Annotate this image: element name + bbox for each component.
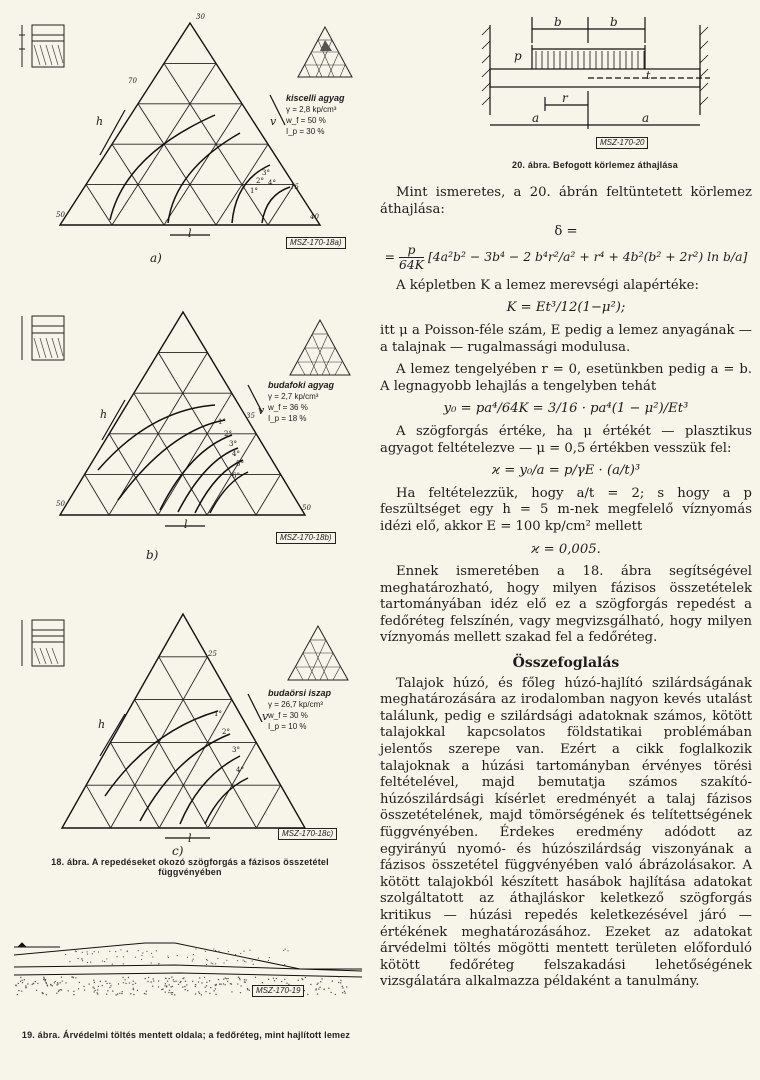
tick-right: 35 <box>246 412 255 420</box>
curve-label: 6° <box>232 472 240 480</box>
curve-label: 3° <box>262 169 270 177</box>
axis-v-letter: v <box>262 710 269 723</box>
figure-19 <box>0 925 372 1015</box>
tick-b1: 50 <box>56 500 65 508</box>
tick-b2: 50 <box>302 504 311 512</box>
paragraph: Ha feltételezzük, hogy a/t = 2; s hogy a p feszültséget egy h = 5 m-nek megfelelő víznyomás idézi elő, akkor E = 100 kp/cm² mellett <box>380 485 752 534</box>
dim-b-left: b <box>554 15 562 29</box>
figure-18b <box>0 300 372 570</box>
tick-right: 15 <box>290 183 299 191</box>
curve-label: 5° <box>236 460 244 468</box>
axis-h-letter: h <box>100 408 108 421</box>
paragraph: A képletben K a lemez merevségi alapértéke: <box>396 277 699 293</box>
stamp-20: MSZ-170-20 <box>596 137 648 149</box>
dim-a-left: a <box>532 111 540 125</box>
equation-value: ϰ = 0,005. <box>531 541 601 557</box>
tick-b2: 40 <box>310 213 319 221</box>
stamp-18a: MSZ-170-18a) <box>286 237 346 249</box>
figure-18a <box>0 5 372 270</box>
figure-20-caption: 20. ábra. Befogott körlemez áthajlása <box>512 160 678 170</box>
load-p: p <box>514 49 522 63</box>
equation-delta: = $\frac{p}{64K}$ [4a²b² − 3b⁴ − 2 b⁴r²/a² + r⁴ + 4b²(b² + 2r²) ln b/a] <box>384 241 748 272</box>
soil-info-c: budaörsi iszap γ = 26,7 kp/cm³ w_f = 30 % I_p = 10 % <box>268 688 332 731</box>
figure-20 <box>470 5 720 155</box>
ternary-diagram-a <box>0 5 372 270</box>
equation-y0: y₀ = pa⁴/64K = 3/16 · pa⁴(1 − μ²)/Et³ <box>443 401 689 417</box>
panel-label-c: c) <box>172 844 184 858</box>
axis-v-letter: v <box>270 115 277 128</box>
paragraph: A szögforgás értéke, ha μ értékét — plasztikus agyagot feltételezve — μ = 0,5 értékben vesszük fel: <box>380 423 752 456</box>
curve-label: 1° <box>218 418 226 426</box>
dim-t: t <box>646 69 651 82</box>
plate-diagram <box>470 5 720 155</box>
tick-top: 30 <box>196 13 205 21</box>
dim-a-right: a <box>642 111 650 125</box>
dim-b-right: b <box>610 15 618 29</box>
figure-18-caption: 18. ábra. A repedéseket okozó szögforgás a fázisos összetétel függvényében <box>51 857 329 877</box>
curve-label: 4° <box>236 766 244 774</box>
axis-l-letter: l <box>184 518 188 531</box>
equation-kappa: ϰ = y₀/a = p/γE · (a/t)³ <box>491 463 641 479</box>
panel-label-b: b) <box>146 548 159 562</box>
stamp-19: MSZ-170-19 <box>252 985 304 997</box>
text-column <box>380 185 752 997</box>
axis-l-letter: l <box>188 832 192 845</box>
soil-info-b: budafoki agyag γ = 2,7 kp/cm³ w_f = 36 % I_p = 18 % <box>268 380 335 423</box>
curve-label: 1° <box>214 710 222 718</box>
figure-18c <box>0 606 372 876</box>
curve-label: 3° <box>232 746 240 754</box>
stamp-18b: MSZ-170-18b) <box>276 532 336 544</box>
equation-K: K = Et³/12(1−μ²); <box>506 300 626 316</box>
paragraph: Ennek ismeretében a 18. ábra segítségével meghatározható, hogy milyen fázisos összetételek tartományában idéz elő ez a szögforgás repedést a fedőréteg felszínén, vagy megvizsgálható, hogy milyen víznyomás mellett szakad fel a fedőréteg. <box>380 564 752 646</box>
tick-left: 70 <box>128 77 137 85</box>
curve-label: 2° <box>224 430 232 438</box>
equation-delta-head: δ = <box>554 224 578 240</box>
curve-label: 2° <box>256 177 264 185</box>
dim-r: r <box>562 91 568 105</box>
paragraph: A lemez tengelyében r = 0, esetünkben pedig a = b. A legnagyobb lehajlás a tengelyben tehát <box>380 362 752 394</box>
section-heading: Összefoglalás <box>512 655 620 672</box>
curve-label: 4° <box>232 450 240 458</box>
levee-diagram <box>0 925 372 1015</box>
curve-label: 3° <box>229 440 237 448</box>
paragraph: Mint ismeretes, a 20. ábrán feltüntetett körlemez áthajlása: <box>380 185 752 217</box>
axis-l-letter: l <box>188 227 192 240</box>
paragraph: Talajok húzó, és főleg húzó-hajlító szilárdságának meghatározására az irodalomban nagyon kevés utalást találunk, pedig e szilárdsági adatoknak számos, kötött talajokkal kapcsolatos földstatikai problémában jelentős szerepe van. Ezért a cikk foglalkozik talajoknak a húzási tartományban érvényes törési feltételével, majd bemutatja számos szakító-húzószilárdsági kísérlet eredményét a talaj fázisos összetételének, majd tömörségének és telítettségének függvényében. Érdekes eredmény adódott az egyirányú nyomó- és húzószilárdság viszonyának a fázisos összetétel függvényében való ábrázolásakor. A kötött talajokból készített hasábok hajlítása adatokat szolgáltatott az áthajláskor keletkező szögforgás kritikus — húzási repedés keletkezésével járó — értékének meghatározásához. Ezeket az adatokat árvédelmi töltés mögötti mentett területen előforduló kötött fedőréteg felszakadási lehetőségének vizsgálatára alkalmazza példaként a tanulmány. <box>380 675 752 990</box>
curve-label: 4° <box>268 179 276 187</box>
tick-b1: 50 <box>56 211 65 219</box>
paragraph: itt μ a Poisson-féle szám, E pedig a lemez anyagának — a talajnak — rugalmassági modulusa. <box>380 322 752 355</box>
figure-19-caption: 19. ábra. Árvédelmi töltés mentett oldala; a fedőréteg, mint hajlított lemez <box>21 1030 351 1040</box>
soil-info-a: kiscelli agyag γ = 2,8 kp/cm³ w_f = 50 % I_p = 30 % <box>286 93 345 136</box>
axis-h-letter: h <box>96 115 104 128</box>
curve-label: 2° <box>222 728 230 736</box>
panel-label-a: a) <box>150 251 162 265</box>
tick-top: 25 <box>208 650 217 658</box>
axis-h-letter: h <box>98 718 106 731</box>
axis-v-letter: v <box>258 404 265 417</box>
stamp-18c: MSZ-170-18c) <box>278 828 337 840</box>
curve-label: 1° <box>250 187 258 195</box>
